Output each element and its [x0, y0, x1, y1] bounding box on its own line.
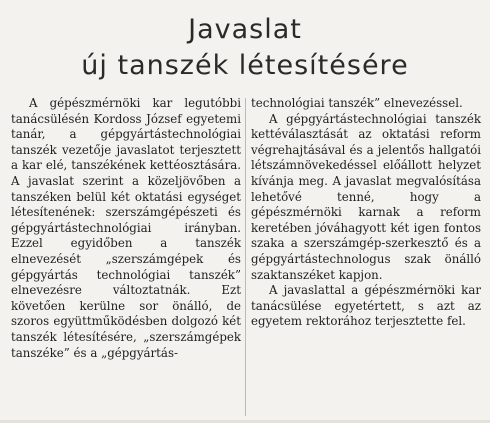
paragraph-1-continuation: technológiai tanszék” elnevezéssel. [251, 96, 463, 110]
paragraph-3: A javaslattal a gépészmérnöki kar tanácsülése egyetértett, s azt az egyetem rektorához terjesztette fel. [251, 283, 481, 329]
headline-line-1: Javaslat [188, 14, 302, 45]
left-column [11, 96, 241, 361]
paragraph-2: A gépgyártástechnológiai tanszék kettéválasztását az oktatási reform végrehajtásával és a jelentős hallgatói létszámnövekedéssel előállott helyzet kívánja meg. A javaslat megvalósítása lehetővé tenné, hogy a gépészmérnöki karnak a reform keretében jóváhagyott két igen fontos szaka a szerszámgép-szerkesztő és a gépgyártástechnologus szak önálló szaktanszéket kapjon. [251, 111, 481, 282]
headline-line-2: új tanszék létesítésére [81, 50, 409, 81]
paragraph-1: A gépészmérnöki kar legutóbbi tanácsülésén Kordoss József egyetemi tanár, a gépgyártástechnológiai tanszék vezetője javaslatot terjesztett a kar elé, tanszékének kettéosztására. A javaslat szerint a közeljövőben a tanszéken belül két oktatási egységet létesítenének: szerszámgépészeti és gépgyártástechnológiai irányban. Ezzel egyidőben a tanszék elnevezését „szerszámgépek és gépgyártás technológiai tanszék” elnevezésre változtatnák. Ezt követően kerülne sor önálló, de szoros együttműködésben dolgozó két tanszék létesítésére, „szerszámgépek tanszéke” és a „gépgyártás- [11, 96, 241, 360]
column-divider [245, 98, 246, 416]
right-column [251, 96, 481, 330]
